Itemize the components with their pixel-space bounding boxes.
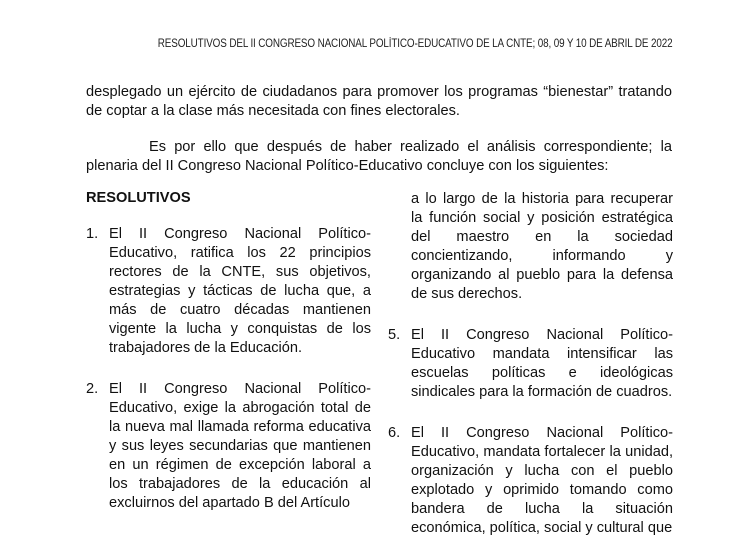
body-paragraph-1: desplegado un ejército de ciudadanos para promover los programas “bienestar” tratando de coptar a la clase más necesitada con fines electorales. — [86, 84, 672, 119]
resolution-text: El II Congreso Nacional Político-Educativo, exige la abrogación total de la nueva mal llamada reforma educativa y sus leyes secundarias que mantienen en un régimen de excepción laboral a los trabajadores de la educación al excluirnos del apartado B del Artículo — [109, 381, 371, 511]
resolution-number: 2. — [86, 381, 99, 397]
resolution-item-6 — [388, 424, 673, 538]
resolution-number: 6. — [388, 425, 401, 441]
resolution-item-5 — [388, 326, 673, 402]
left-column — [86, 225, 371, 513]
running-header: RESOLUTIVOS DEL II CONGRESO NACIONAL POLÍTICO-EDUCATIVO DE LA CNTE; 08, 09 Y 10 DE ABRIL DE 2022 — [157, 38, 672, 50]
right-column — [388, 190, 673, 538]
resolution-text: El II Congreso Nacional Político-Educativo, ratifica los 22 principios rectores de la CNTE, sus objetivos, estrategias y tácticas de lucha que, a más de cuatro décadas mantienen vigente la lucha y conquistas de los trabajadores de la Educación. — [109, 226, 371, 356]
resolution-text: El II Congreso Nacional Político-Educativo, mandata fortalecer la unidad, organización y lucha con el pueblo explotado y oprimido tomando como bandera de lucha la situación económica, política, social y cultural que — [411, 425, 673, 536]
resolution-number: 1. — [86, 226, 99, 242]
section-heading-resolutivos: RESOLUTIVOS — [86, 190, 191, 206]
resolution-number: 5. — [388, 327, 401, 343]
resolution-text: El II Congreso Nacional Político-Educativo mandata intensificar las escuelas políticas e ideológicas sindicales para la formación de cuadros. — [411, 327, 673, 400]
resolution-item-1 — [86, 225, 371, 358]
body-paragraph-2: Es por ello que después de haber realizado el análisis correspondiente; la plenaria del II Congreso Nacional Político-Educativo concluye con los siguientes: — [86, 139, 672, 174]
resolution-item-4-continuation: a lo largo de la historia para recuperar la función social y posición estratégica del maestro en la sociedad concientizando, informando y organizando al pueblo para la defensa de sus derechos. — [411, 191, 673, 302]
resolution-item-2 — [86, 380, 371, 513]
